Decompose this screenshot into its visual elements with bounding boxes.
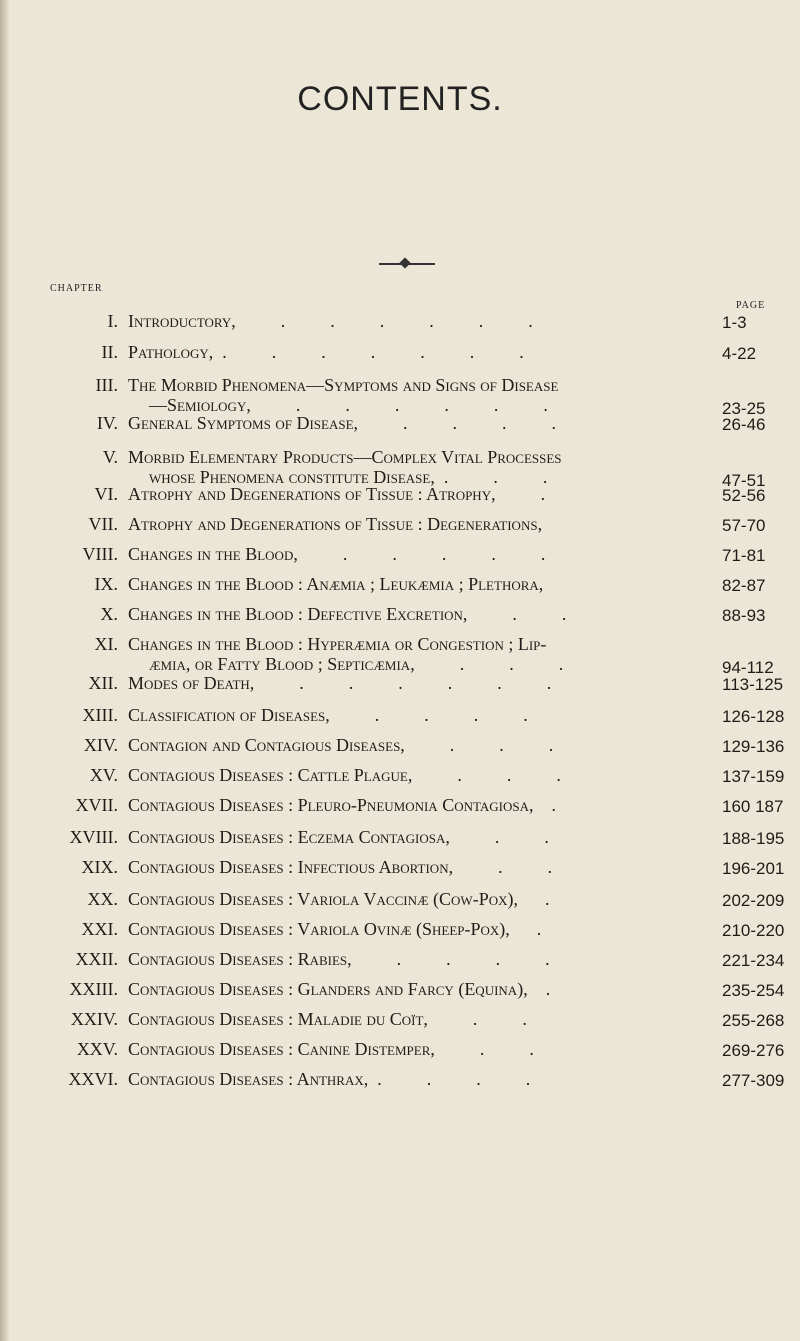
page-range: 255-268 [722, 1011, 785, 1030]
toc-entry [0, 311, 800, 335]
chapter-number: XIX. [81, 857, 118, 877]
chapter-number: XVII. [75, 795, 118, 815]
page-range: 277-309 [722, 1071, 785, 1090]
chapter-number: XV. [89, 765, 118, 785]
page-range: 269-276 [722, 1041, 785, 1060]
page-range: 1-3 [722, 313, 747, 332]
chapter-title-continued: whose Phenomena constitute Disease, . . . [149, 467, 548, 487]
page-range: 4-22 [722, 344, 757, 363]
page-range: 137-159 [722, 767, 785, 786]
chapter-title: Contagious Diseases : Variola Vaccinæ (Cow-Pox), . [128, 889, 550, 909]
toc-entry [0, 447, 800, 490]
toc-entry [0, 979, 800, 1003]
chapter-title: Atrophy and Degenerations of Tissue : Atrophy, . [128, 484, 546, 504]
chapter-title: Pathology, . . . . . . . [128, 342, 524, 362]
page-range: 26-46 [722, 415, 766, 434]
page-range: 210-220 [722, 921, 785, 940]
page-range: 94-112 [722, 658, 774, 677]
page-range: 221-234 [722, 951, 785, 970]
chapter-number: X. [100, 604, 118, 624]
chapter-number: IV. [96, 413, 118, 433]
chapter-title: Contagion and Contagious Diseases, . . . [128, 735, 554, 755]
chapter-title: Contagious Diseases : Rabies, . . . . [128, 949, 550, 969]
chapter-title: Contagious Diseases : Eczema Contagiosa, . . [128, 827, 549, 847]
page-range: 47-51 [722, 471, 766, 490]
chapter-title: Classification of Diseases, . . . . [128, 705, 528, 725]
toc-entry [0, 544, 800, 568]
chapter-number: VII. [88, 514, 118, 534]
chapter-title: Changes in the Blood : Anæmia ; Leukæmia ; Plethora, [128, 574, 544, 594]
toc-entry [0, 514, 800, 538]
page-range: 160 187 [722, 797, 784, 816]
toc-entry [0, 735, 800, 759]
page-range: 52-56 [722, 486, 766, 505]
page-range: 71-81 [722, 546, 766, 565]
chapter-number: II. [101, 342, 118, 362]
chapter-title: Contagious Diseases : Cattle Plague, . . . [128, 765, 561, 785]
chapter-number: VI. [94, 484, 118, 504]
chapter-title: Modes of Death, . . . . . . [128, 673, 552, 693]
page-range: 126-128 [722, 707, 785, 726]
chapter-number: XVIII. [69, 827, 118, 847]
page-range: 202-209 [722, 891, 785, 910]
toc-entry [0, 342, 800, 366]
page-range: 23-25 [722, 399, 766, 418]
chapter-title: Contagious Diseases : Anthrax, . . . . [128, 1069, 531, 1089]
chapter-number: XXV. [76, 1039, 118, 1059]
toc-entry [0, 889, 800, 913]
chapter-number: XXI. [81, 919, 118, 939]
chapter-column-label: CHAPTER [50, 283, 103, 294]
chapter-title: Contagious Diseases : Variola Ovinæ (Sheep-Pox), . [128, 919, 542, 939]
chapter-number: I. [107, 311, 118, 331]
toc-entry [0, 604, 800, 628]
chapter-number: XXIV. [70, 1009, 118, 1029]
toc-entry [0, 919, 800, 943]
chapter-title: General Symptoms of Disease, . . . . [128, 413, 557, 433]
toc-entry [0, 1069, 800, 1093]
page-range: 188-195 [722, 829, 785, 848]
chapter-number: VIII. [82, 544, 118, 564]
page-range: 196-201 [722, 859, 785, 878]
toc-entry [0, 857, 800, 881]
page-column-label: PAGE [736, 300, 766, 311]
chapter-title-continued: æmia, or Fatty Blood ; Septicæmia, . . . [149, 654, 564, 674]
toc-entry [0, 705, 800, 729]
page-range: 57-70 [722, 516, 766, 535]
toc-entry [0, 673, 800, 697]
chapter-number: XIV. [83, 735, 118, 755]
title-rule-ornament [399, 257, 410, 268]
toc-entry [0, 634, 800, 677]
chapter-number: XIII. [82, 705, 118, 725]
toc-entry [0, 1009, 800, 1033]
chapter-title: Changes in the Blood, . . . . . [128, 544, 546, 564]
chapter-title: Contagious Diseases : Maladie du Coït, . . [128, 1009, 527, 1029]
toc-entry [0, 827, 800, 851]
chapter-title: Changes in the Blood : Hyperæmia or Congestion ; Lip- [128, 634, 547, 654]
toc-entry [0, 1039, 800, 1063]
chapter-number: XX. [87, 889, 118, 909]
chapter-number: XXII. [75, 949, 118, 969]
page-title: CONTENTS. [297, 80, 503, 118]
chapter-number: XXVI. [68, 1069, 118, 1089]
chapter-number: XXIII. [69, 979, 118, 999]
chapter-title: Contagious Diseases : Pleuro-Pneumonia Contagiosa, . [128, 795, 556, 815]
toc-entry [0, 949, 800, 973]
toc-entry [0, 795, 800, 819]
chapter-number: XI. [94, 634, 118, 654]
page-range: 113-125 [722, 675, 784, 694]
page-range: 235-254 [722, 981, 785, 1000]
chapter-title-continued: —Semiology, . . . . . . [149, 395, 548, 415]
chapter-title: Morbid Elementary Products—Complex Vital Processes [128, 447, 562, 467]
chapter-title: Contagious Diseases : Canine Distemper, . . [128, 1039, 534, 1059]
chapter-title: The Morbid Phenomena—Symptoms and Signs of Disease [128, 375, 559, 395]
chapter-title: Introductory, . . . . . . [128, 311, 533, 331]
chapter-title: Changes in the Blood : Defective Excretion, . . [128, 604, 567, 624]
chapter-title: Contagious Diseases : Glanders and Farcy (Equina), . [128, 979, 551, 999]
page-range: 82-87 [722, 576, 766, 595]
toc-entry [0, 574, 800, 598]
toc-entry [0, 484, 800, 508]
chapter-number: III. [95, 375, 118, 395]
toc-entry [0, 375, 800, 418]
chapter-number: XII. [88, 673, 118, 693]
toc-entry [0, 413, 800, 437]
page-range: 88-93 [722, 606, 766, 625]
page-edge-shadow [0, 0, 10, 1341]
toc-entry [0, 765, 800, 789]
chapter-title: Atrophy and Degenerations of Tissue : Degenerations, [128, 514, 543, 534]
chapter-number: V. [102, 447, 118, 467]
chapter-title: Contagious Diseases : Infectious Abortion, . . [128, 857, 553, 877]
page-range: 129-136 [722, 737, 785, 756]
chapter-number: IX. [94, 574, 118, 594]
